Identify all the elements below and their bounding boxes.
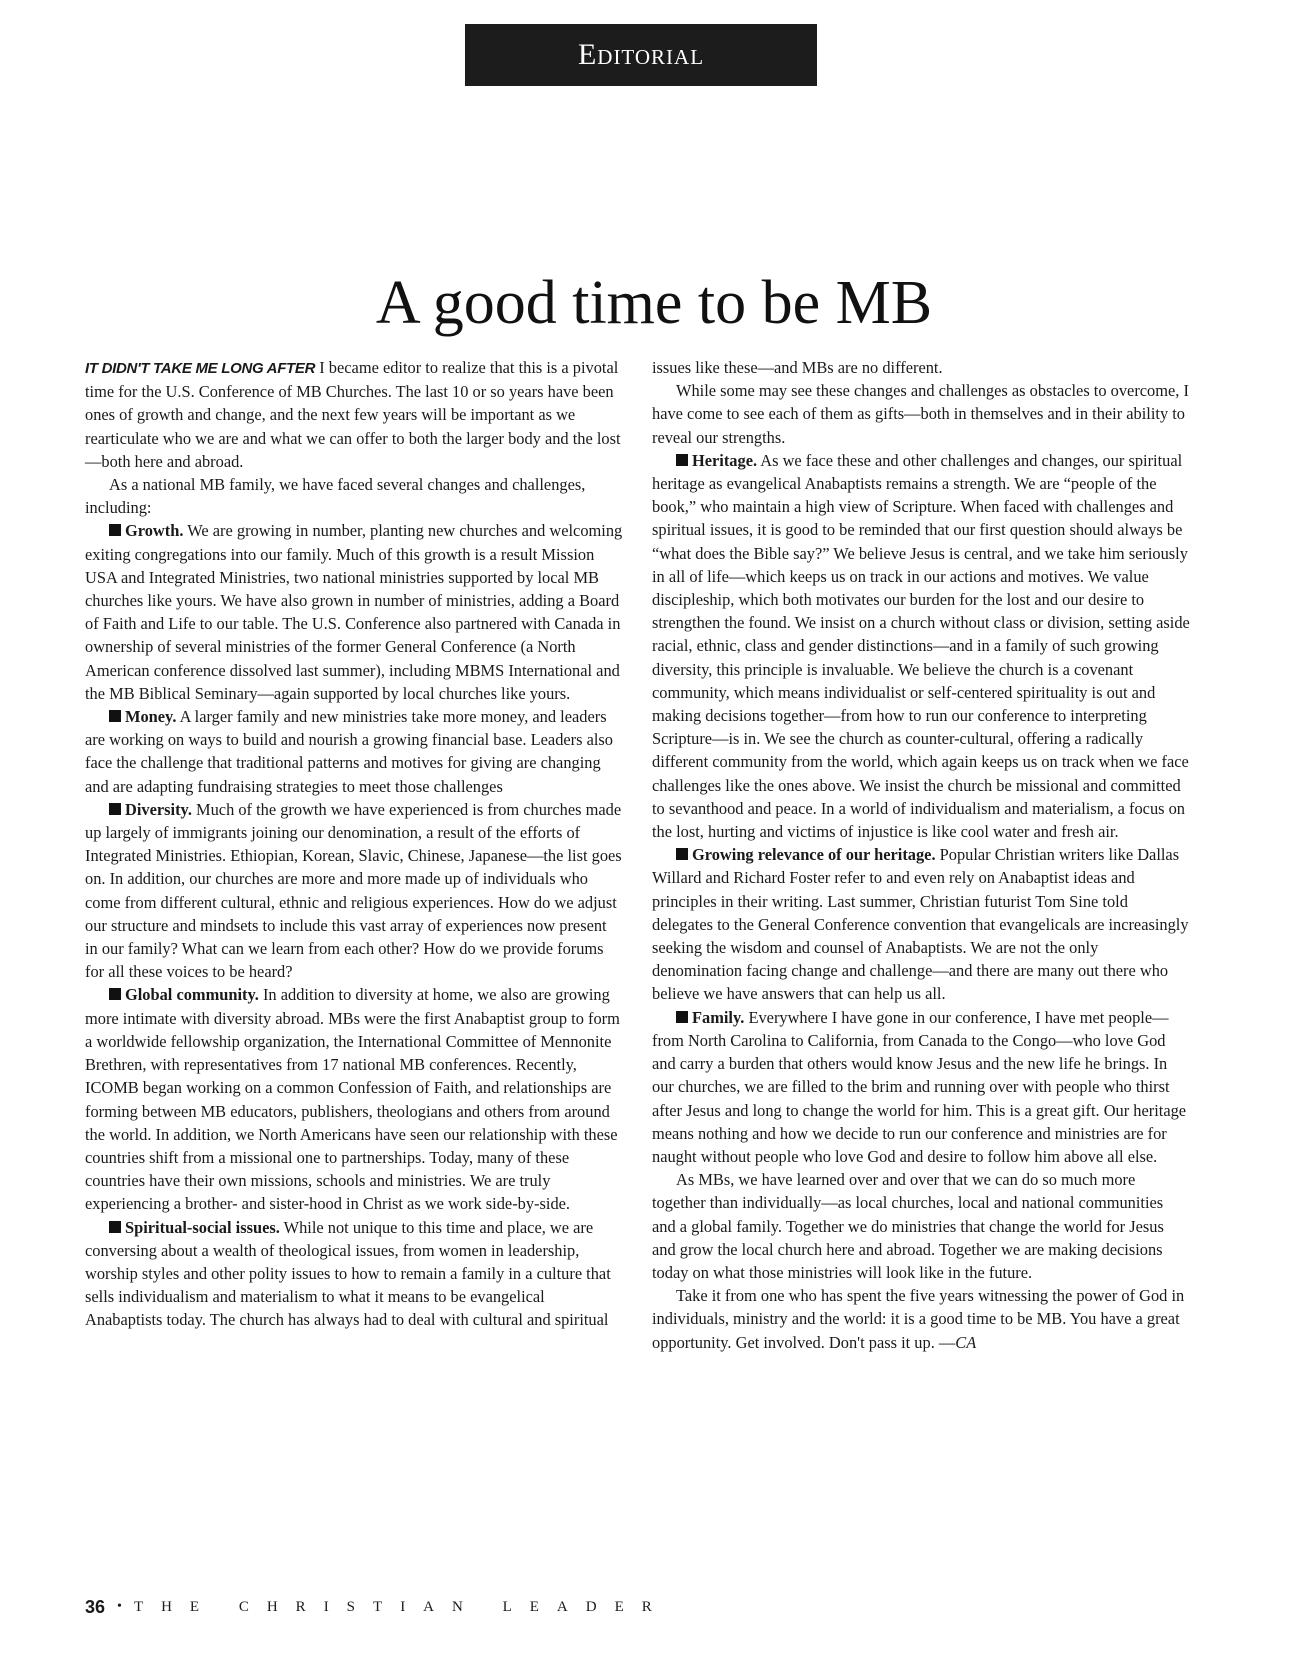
column-left [85, 356, 623, 1332]
paragraph-money [85, 705, 623, 798]
growth-heading: Growth. [125, 521, 184, 541]
family-heading: Family. [692, 1007, 745, 1027]
global-text: In addition to diversity at home, we also are growing more intimate with diversity abroad. MBs were the first Anabaptist group to form a worldwide fellowship organization, the International Committee of Mennonite Brethren, with representatives from 17 national MB conferences. Recently, ICOMB began working on a common Confession of Faith, and relationships are forming between MB educators, publishers, theologians and others from around the world. In addition, we North Americans have seen our relationship with these countries shift from a missional one to partnerships. Today, many of these countries have their own missions, schools and ministries. We are truly experiencing a brother- and sister-hood in Christ as we work side-by-side. [85, 985, 620, 1214]
square-bullet-icon [676, 1011, 688, 1023]
page-number: 36 [85, 1596, 106, 1617]
column-right [652, 356, 1190, 1354]
section-banner [465, 24, 817, 86]
publication-name: THE CHRISTIAN LEADER [133, 1598, 670, 1615]
diversity-text: Much of the growth we have experienced is from churches made up largely of immigrants joining our denomination, a result of the efforts of Integrated Ministries. Ethiopian, Korean, Slavic, Chinese, Japanese—the list goes on. In addition, our churches are more and more made up of individuals who come from different cultural, ethnic and religious experiences. How do we adjust our structure and mindsets to include this vast array of experiences now present in our family? What can we learn from each other? How do we provide forums for all these voices to be heard? [85, 799, 622, 982]
paragraph-heritage [652, 449, 1190, 843]
paragraph-diversity [85, 798, 623, 984]
author-signature: CA [955, 1332, 977, 1352]
heritage-heading: Heritage. [692, 450, 758, 470]
square-bullet-icon [109, 988, 121, 1000]
money-text: A larger family and new ministries take more money, and leaders are working on ways to build and nourish a growing financial base. Leaders also face the challenge that traditional patterns and motives for giving are changing and are adapting fundraising strategies to meet those challenges [85, 707, 613, 796]
paragraph-gifts: While some may see these changes and challenges as obstacles to overcome, I have come to see each of them as gifts—both in themselves and in their ability to reveal our strengths. [652, 381, 1189, 447]
paragraph-relevance [652, 843, 1190, 1005]
paragraph-together: As MBs, we have learned over and over that we can do so much more together than individually—as local churches, local and national communities and a global family. Together we do ministries that change the world for Jesus and grow the local church here and abroad. Together we are making decisions today on what those ministries will look like in the future. [652, 1170, 1164, 1282]
global-heading: Global community. [125, 985, 259, 1005]
square-bullet-icon [676, 848, 688, 860]
money-heading: Money. [125, 707, 177, 727]
page-footer [85, 1592, 670, 1622]
paragraph-continued: issues like these—and MBs are no different. [652, 358, 943, 377]
square-bullet-icon [109, 524, 121, 536]
intro-text: I became editor to realize that this is a pivotal time for the U.S. Conference of MB Churches. The last 10 or so years have been ones of growth and change, and the next few years will be important as we rearticulate who we are and what we can offer to both the larger body and the lost—both here and abroad. [85, 358, 621, 471]
diversity-heading: Diversity. [125, 799, 192, 819]
paragraph-intro [85, 356, 623, 473]
square-bullet-icon [676, 454, 688, 466]
paragraph-spiritual [85, 1216, 623, 1332]
relevance-text: Popular Christian writers like Dallas Willard and Richard Foster refer to and even rely on Anabaptist ideas and principles in their writing. Last summer, Christian futurist Tom Sine told delegates to the General Conference convention that evangelicals are increasingly seeking the wisdom and counsel of Anabaptists. We are not the only denomination facing change and challenge—and there are many out there who believe we have answers that can help us all. [652, 845, 1189, 1004]
spiritual-heading: Spiritual-social issues. [125, 1217, 280, 1237]
article-title: A good time to be MB [375, 269, 933, 337]
heritage-text: As we face these and other challenges and changes, our spiritual heritage as evangelical Anabaptists remains a strength. We are “people of the book,” who maintain a high view of Scripture. When faced with challenges and spiritual issues, it is good to be reminded that our first question should always be “what does the Bible say?” We believe Jesus is central, and we take him seriously in all of life—which keeps us on track in our actions and motives. We value discipleship, which both motivates our burden for the lost and our desire to strengthen the found. We insist on a church without class or division, setting aside racial, ethnic, class and gender distinctions—and in a family of such growing diversity, this principle is invaluable. We believe the church is a covenant community, which means individualist or self-centered spirituality is out and making decisions together—from how to run our conference to interpreting Scripture—is in. We see the church as counter-cultural, offering a radically different community from the world, which again keeps us on track when we face challenges like the ones above. We insist the church be missional and committed to sevanthood and peace. In a world of individualism and materialism, a focus on the lost, hurting and victims of injustice is like cool water and fresh air. [652, 450, 1190, 842]
spiritual-text: While not unique to this time and place, we are conversing about a wealth of theological issues, from women in leadership, worship styles and other polity issues to how to remain a family in a culture that sells individualism and materialism to what it means to be evangelical Anabaptists today. The church has always had to deal with cultural and spiritual [85, 1217, 611, 1330]
paragraph-final [652, 1284, 1190, 1354]
section-label: Editorial [577, 38, 705, 71]
paragraph-changes: As a national MB family, we have faced several changes and challenges, including: [85, 475, 586, 518]
final-text: Take it from one who has spent the five years witnessing the power of God in individuals, ministry and the world: it is a good time to be MB. You have a great opportunity. Get involved. Don't pass it up. — [652, 1286, 1185, 1352]
growth-text: We are growing in number, planting new churches and welcoming exiting congregations into our family. Much of this growth is a result Mission USA and Integrated Ministries, two national ministries supported by local MB churches like yours. We have also grown in number of ministries, adding a Board of Faith and Life to our table. The U.S. Conference also partnered with Canada in ownership of several ministries of the former General Conference (a North American conference dissolved last summer), including MBMS International and the MB Biblical Seminary—again supported by local churches like yours. [85, 521, 623, 703]
square-bullet-icon [109, 710, 121, 722]
square-bullet-icon [109, 803, 121, 815]
footer-separator: • [117, 1599, 122, 1614]
square-bullet-icon [109, 1221, 121, 1233]
paragraph-growth [85, 519, 623, 705]
family-text: Everywhere I have gone in our conference, I have met people—from North Carolina to California, from Canada to the Congo—who love God and carry a burden that others would know Jesus and the new life he brings. In our churches, we are filled to the brim and running over with people who thirst after Jesus and long to change the world for him. This is a great gift. Our heritage means nothing and how we decide to run our conference and ministries are for naught without people who love God and desire to follow him above all else. [652, 1007, 1187, 1166]
paragraph-family [652, 1006, 1190, 1168]
paragraph-global [85, 983, 623, 1215]
relevance-heading: Growing relevance of our heritage. [692, 845, 936, 865]
lead-in: IT DIDN'T TAKE ME LONG AFTER [85, 360, 316, 377]
